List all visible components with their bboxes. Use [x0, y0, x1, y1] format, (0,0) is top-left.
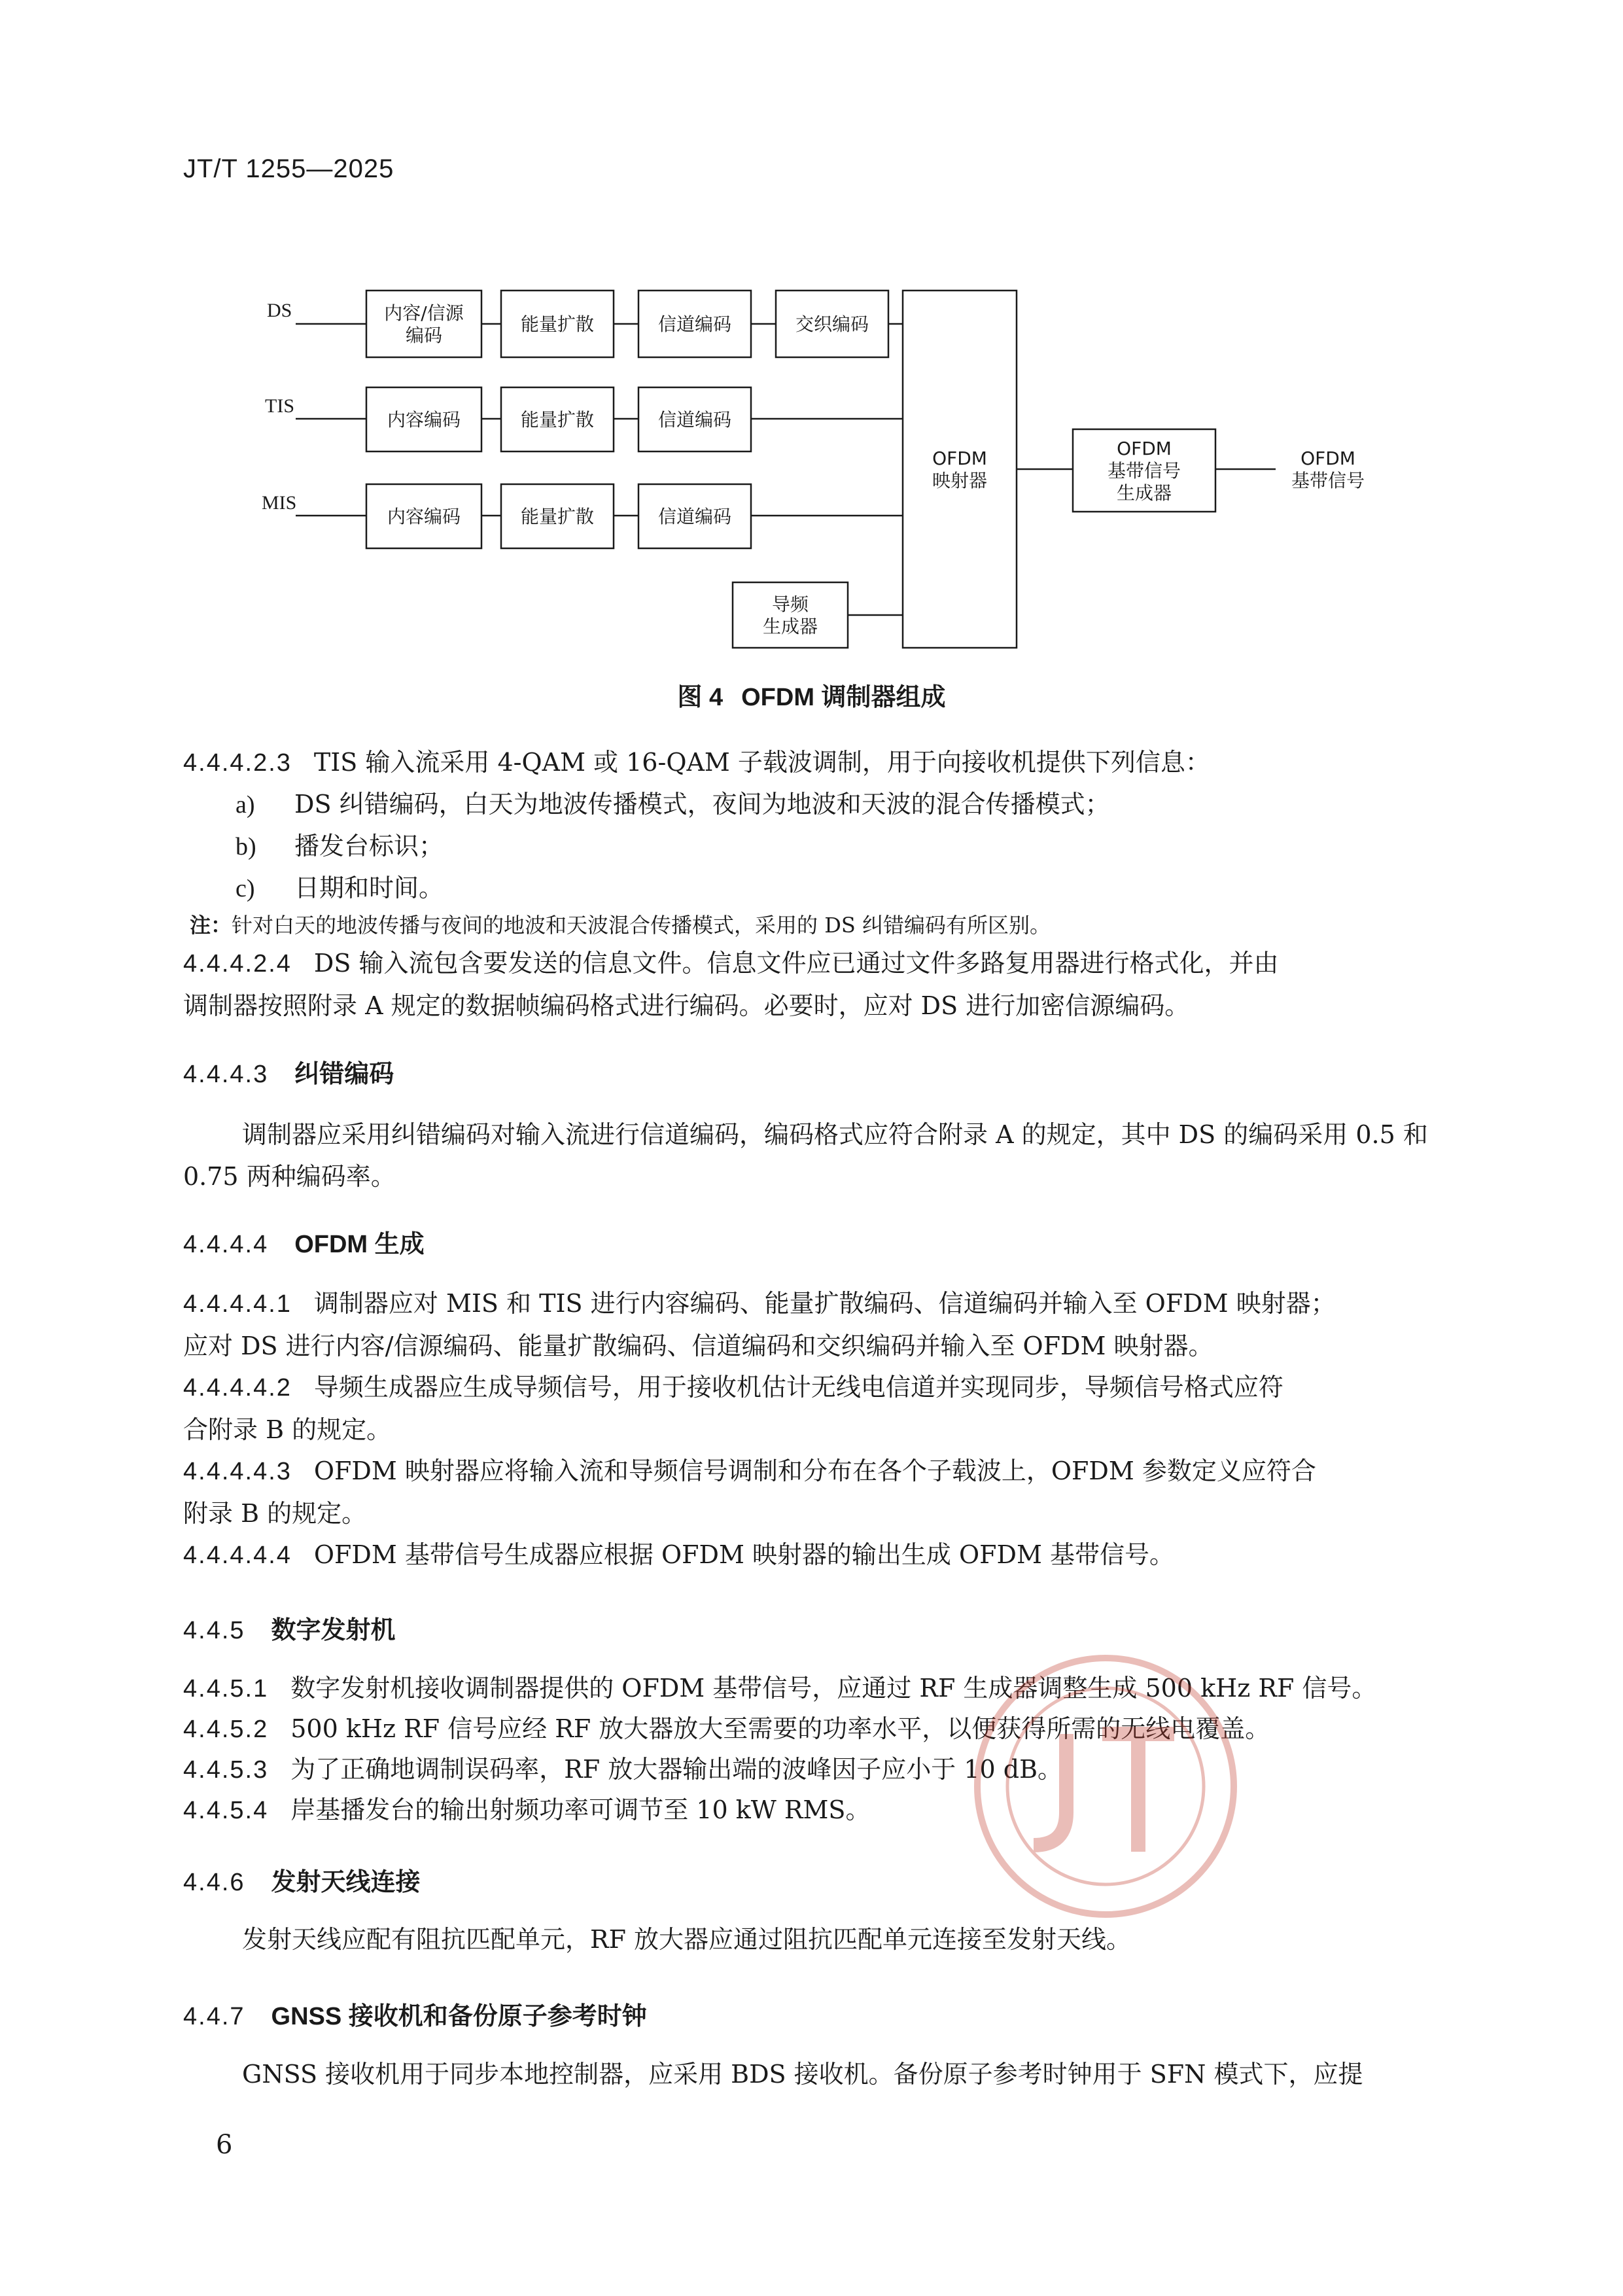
- note-label: 注：: [190, 913, 232, 937]
- block-tis-content-coding: [387, 409, 461, 431]
- paragraph-4-4-4-4-2: [183, 1366, 1446, 1451]
- document-id: JT/T 1255—2025: [183, 154, 394, 183]
- diagram-label-line: 内容编码: [387, 506, 461, 527]
- clause-text: 岸基播发台的输出射频功率可调节至 10 kW RMS。: [290, 1795, 871, 1824]
- diagram-label-line: 能量扩散: [520, 506, 595, 527]
- clause-number: 4.4.4.4.4: [183, 1542, 292, 1569]
- clause-number: 4.4.4.2.3: [183, 749, 292, 777]
- section-heading-4-4-4-3: [183, 1053, 394, 1089]
- paragraph-4-4-5-3: [183, 1748, 1446, 1791]
- diagram-label-line: 能量扩散: [520, 313, 595, 335]
- note-text: 针对白天的地波传播与夜间的地波和天波混合传播模式，采用的 DS 纠错编码有所区别。: [232, 913, 1051, 938]
- clause-number: 4.4.4.4.2: [183, 1374, 292, 1402]
- diagram-label-line: 编码: [405, 325, 443, 346]
- section-number: 4.4.4.3: [183, 1061, 269, 1088]
- block-mis-channel-coding: [658, 506, 731, 527]
- clause-number: 4.4.5.3: [183, 1756, 269, 1784]
- block-tis-channel-coding: [658, 409, 731, 431]
- output-ofdm-baseband-signal: [1291, 448, 1365, 491]
- watermark-stamp: [968, 1649, 1243, 1924]
- page-number: 6: [216, 2130, 233, 2160]
- block-pilot-generator: [763, 593, 818, 637]
- clause-text: OFDM 映射器应将输入流和导频信号调制和分布在各个子载波上，OFDM 参数定义应符合: [313, 1457, 1316, 1485]
- clause-text-continued: 附录 B 的规定。: [183, 1499, 367, 1528]
- paragraph-4-4-5-2: [183, 1708, 1446, 1750]
- clause-text: 500 kHz RF 信号应经 RF 放大器放大至需要的功率水平，以便获得所需的无线电覆盖。: [290, 1714, 1270, 1743]
- paragraph-4-4-5-1: [183, 1667, 1446, 1710]
- list-text: DS 纠错编码，白天为地波传播模式，夜间为地波和天波的混合传播模式；: [294, 790, 1110, 819]
- block-ds-energy-dispersal: [521, 313, 594, 335]
- section-number: 4.4.4.4: [183, 1231, 269, 1258]
- section-body: 发射天线应配有阻抗匹配单元，RF 放大器应通过阻抗匹配单元连接至发射天线。: [242, 1925, 1132, 1954]
- block-ofdm-baseband-generator: [1108, 438, 1181, 504]
- section-heading-4-4-4-4: [183, 1224, 425, 1260]
- section-body: GNSS 接收机用于同步本地控制器，应采用 BDS 接收机。备份原子参考时钟用于 SFN 模式下，应提: [242, 2060, 1363, 2089]
- section-title: GNSS 接收机和备份原子参考时钟: [271, 2003, 647, 2030]
- clause-text: 调制器应对 MIS 和 TIS 进行内容编码、能量扩散编码、信道编码并输入至 OFDM 映射器；: [313, 1289, 1336, 1318]
- section-number: 4.4.6: [183, 1869, 245, 1896]
- clause-text: TIS 输入流采用 4-QAM 或 16-QAM 子载波调制，用于向接收机提供下列信息：: [313, 748, 1210, 777]
- clause-number: 4.4.4.2.4: [183, 950, 292, 978]
- paragraph-4-4-4-4-3: [183, 1450, 1446, 1534]
- paragraph-4-4-4-2-4: [183, 942, 1446, 1027]
- diagram-label-line: 内容/信源: [384, 302, 464, 324]
- clause-text-continued: 应对 DS 进行内容/信源编码、能量扩散编码、信道编码和交织编码并输入至 OFDM 映射器。: [183, 1332, 1213, 1360]
- block-ds-channel-coding: [658, 313, 731, 335]
- ofdm-modulator-diagram: [0, 0, 1623, 680]
- diagram-label-line: 基带信号: [1107, 460, 1181, 482]
- figure-number: 图 4: [677, 684, 724, 711]
- figure-title: OFDM 调制器组成: [741, 684, 946, 711]
- input-label-tis: TIS: [265, 395, 294, 417]
- note: [190, 908, 1051, 942]
- paragraph-4-4-4-4-4: [183, 1534, 1446, 1576]
- clause-number: 4.4.5.4: [183, 1797, 269, 1824]
- block-ds-source-coding: [384, 302, 464, 346]
- list-label: a): [236, 791, 255, 819]
- diagram-label-line: 基带信号: [1291, 470, 1365, 491]
- clause-number: 4.4.5.1: [183, 1675, 269, 1703]
- diagram-label-line: 能量扩散: [520, 409, 595, 431]
- clause-number: 4.4.5.2: [183, 1716, 269, 1743]
- diagram-label-line: 信道编码: [657, 506, 732, 527]
- section-title: 数字发射机: [271, 1617, 396, 1644]
- list-item: [236, 783, 1110, 826]
- block-ofdm-mapper: [932, 448, 987, 491]
- clause-number: 4.4.4.4.1: [183, 1290, 292, 1318]
- paragraph-4-4-5-4: [183, 1789, 1446, 1831]
- list-label: c): [236, 875, 255, 902]
- diagram-label-line: 导频: [771, 593, 809, 615]
- section-body: 调制器应采用纠错编码对输入流进行信道编码，编码格式应符合附录 A 的规定，其中 DS 的编码采用 0.5 和 0.75 两种编码率。: [183, 1120, 1428, 1191]
- block-mis-energy-dispersal: [521, 506, 594, 527]
- clause-text: 数字发射机接收调制器提供的 OFDM 基带信号，应通过 RF 生成器调整生成 500 kHz RF 信号。: [290, 1674, 1377, 1703]
- clause-text-continued: 调制器按照附录 A 规定的数据帧编码格式进行编码。必要时，应对 DS 进行加密信源编码。: [183, 991, 1190, 1020]
- section-title: 发射天线连接: [271, 1869, 421, 1896]
- diagram-label-line: OFDM: [932, 448, 987, 469]
- section-number: 4.4.5: [183, 1617, 245, 1644]
- input-label-mis: MIS: [262, 492, 297, 514]
- clause-text: 导频生成器应生成导频信号，用于接收机估计无线电信道并实现同步，导频信号格式应符: [313, 1373, 1283, 1402]
- diagram-label-line: 交织编码: [795, 313, 869, 335]
- diagram-label-line: OFDM: [1117, 438, 1172, 459]
- paragraph-4-4-4-4-1: [183, 1282, 1446, 1367]
- diagram-label-line: OFDM: [1300, 448, 1355, 469]
- diagram-label-line: 生成器: [1116, 482, 1172, 504]
- list-item: [236, 825, 444, 868]
- clause-text-continued: 合附录 B 的规定。: [183, 1415, 392, 1444]
- block-mis-content-coding: [387, 506, 461, 527]
- paragraph-4-4-4-2-3: [183, 741, 1446, 784]
- block-ds-interleaving: [795, 313, 869, 335]
- list-label: b): [236, 833, 256, 860]
- list-text: 日期和时间。: [294, 874, 444, 902]
- list-text: 播发台标识；: [294, 832, 444, 860]
- section-heading-4-4-5: [183, 1610, 396, 1646]
- diagram-label-line: 信道编码: [657, 409, 732, 431]
- clause-text: OFDM 基带信号生成器应根据 OFDM 映射器的输出生成 OFDM 基带信号。: [313, 1540, 1174, 1569]
- block-tis-energy-dispersal: [521, 409, 594, 431]
- diagram-label-line: 内容编码: [387, 409, 461, 431]
- clause-text: DS 输入流包含要发送的信息文件。信息文件应已通过文件多路复用器进行格式化，并由: [313, 949, 1279, 978]
- section-heading-4-4-7: [183, 1996, 647, 2032]
- list-item: [236, 867, 444, 910]
- diagram-label-line: 信道编码: [657, 313, 732, 335]
- clause-text: 为了正确地调制误码率，RF 放大器输出端的波峰因子应小于 10 dB。: [290, 1755, 1063, 1784]
- section-title: OFDM 生成: [294, 1231, 425, 1258]
- section-heading-4-4-6: [183, 1862, 421, 1898]
- clause-number: 4.4.4.4.3: [183, 1458, 292, 1485]
- diagram-label-line: 生成器: [762, 616, 818, 637]
- section-number: 4.4.7: [183, 2003, 245, 2030]
- section-title: 纠错编码: [294, 1061, 394, 1088]
- figure-caption: [0, 677, 1623, 713]
- input-label-ds: DS: [267, 300, 292, 321]
- diagram-label-line: 映射器: [932, 470, 988, 491]
